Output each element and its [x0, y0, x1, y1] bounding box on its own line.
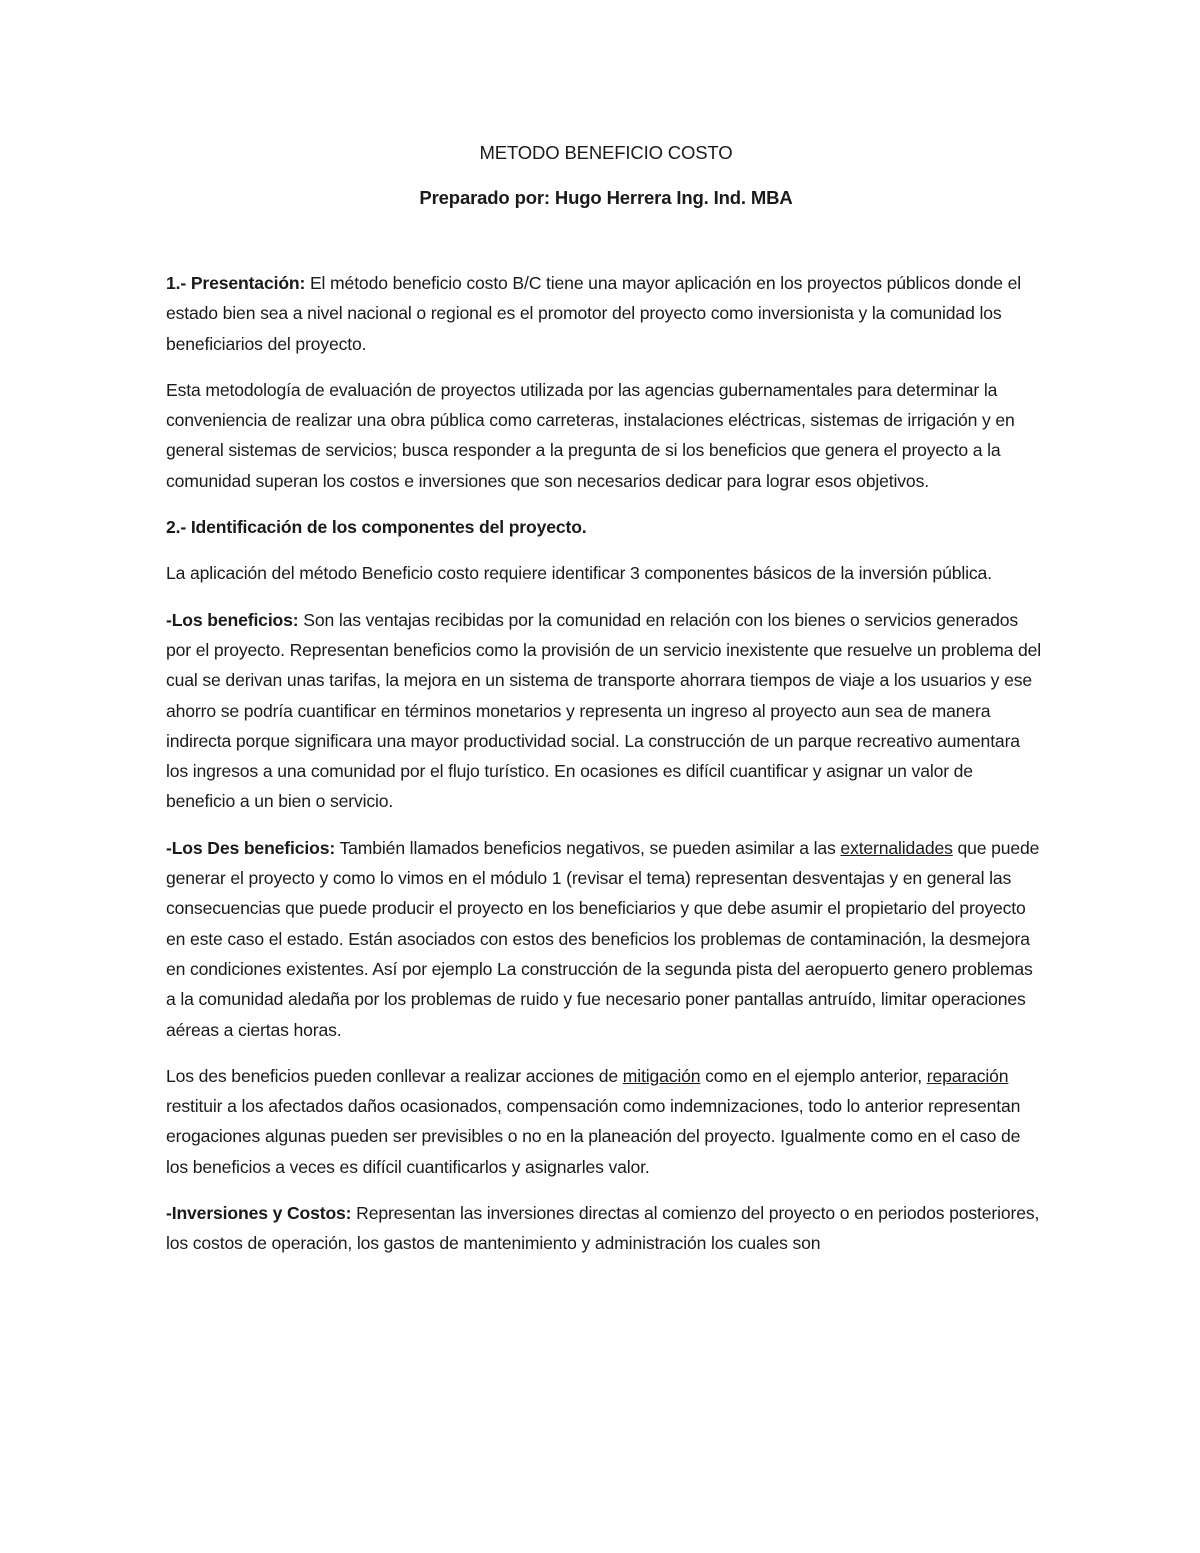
term-inversiones: -Inversiones y Costos: [166, 1203, 352, 1224]
text-mitigacion-c: restituir a los afectados daños ocasionados [166, 1096, 497, 1117]
underlined-mitigacion: mitigación [622, 1065, 701, 1086]
term-beneficios: -Los beneficios: [166, 609, 299, 630]
paragraph-inversiones [166, 1198, 1046, 1259]
section-presentacion [166, 268, 1046, 1259]
paragraph-metodologia: Esta metodología de evaluación de proyectos utilizada por las agencias gubernamentales para determinar la conveniencia de realizar una obra pública como carreteras, instalaciones eléctricas, sistemas de irrigación y en general sistemas de servicios; busca responder a la pregunta de si los beneficios que genera el proyecto a la comunidad superan los costos e inversiones que son necesarios dedicar para lograr esos objetivos. [166, 379, 1015, 491]
document-author: Preparado por: Hugo Herrera Ing. Ind. MBA [419, 187, 793, 208]
term-presentacion: 1.- Presentación: [166, 273, 306, 293]
text-des-beneficios-b: que puede generar el proyecto y como lo vimos en el módulo 1 (revisar el tema) representan desventajas y en general las consecuencias que puede producir el proyecto en los beneficiarios y que debe asumir el propietario del proyecto en este caso el estado. Están asociados con estos des beneficios los problemas de contaminación, la desmejora en condiciones existentes. Así por ejemplo La construcción de la segunda pista del aeropuerto genero problemas a la comunidad aledaña por los problemas de ruido y fue necesario poner pantallas antruído, limitar operaciones aéreas a ciertas horas. [166, 837, 1040, 1040]
term-des-beneficios: -Los Des beneficios: [166, 837, 336, 858]
text-presentacion: El método beneficio costo B/C tiene una mayor aplicación en los proyectos públicos donde el estado bien sea a nivel nacional o regional es el promotor del proyecto como inversionista y la comunidad los beneficiarios del proyecto. [166, 273, 1022, 354]
paragraph-des-beneficios [166, 833, 1046, 1045]
document-title: METODO BENEFICIO COSTO [479, 142, 733, 163]
text-mitigacion-d: compensación como indemnizaciones, todo lo anterior representan erogaciones algunas pueden ser previsibles o no en la planeación del proyecto. Igualmente como en el caso de los beneficios a veces es difícil cuantificarlos y asignarles valor. [166, 1096, 1021, 1177]
text-inversiones: Representan las inversiones directas al comienzo del proyecto o en periodos posteriores, los costos de operación, los gastos de mantenimiento y administración los cuales son [166, 1203, 1040, 1254]
document-body [166, 138, 1046, 1275]
underlined-reparacion: reparación [926, 1065, 1009, 1086]
paragraph-mitigacion [166, 1061, 1046, 1182]
underlined-externalidades: externalidades [840, 837, 953, 858]
text-des-beneficios-a: También llamados beneficios negativos, se pueden asimilar a las [335, 837, 841, 858]
text-beneficios: Son las ventajas recibidas por la comunidad en relación con los bienes o servicios generados por el proyecto. Representan beneficios como la provisión de un servicio inexistente que resuelve un problema del cual se derivan unas tarifas, la mejora en un sistema de transporte ahorrara tiempos de viaje a los usuarios y ese ahorro se podría cuantificar en términos monetarios y representa un ingreso al proyecto aun sea de manera indirecta porque significara una mayor productividad social. La construcción de un parque recreativo aumentara los ingresos a una comunidad por el flujo turístico. En ocasiones es difícil cuantificar y asignar un valor de beneficio a un bien o servicio. [166, 609, 1041, 812]
paragraph-beneficios [166, 605, 1046, 817]
text-mitigacion-b: como en el ejemplo anterior, [700, 1065, 927, 1086]
underlined-comma: , [496, 1096, 502, 1117]
paragraph-identificacion: La aplicación del método Beneficio costo requiere identificar 3 componentes básicos de la inversión pública. [166, 563, 992, 584]
text-mitigacion-a: Los des beneficios pueden conllevar a realizar acciones de [166, 1065, 623, 1086]
heading-identificacion: 2.- Identificación de los componentes del proyecto. [166, 517, 587, 538]
paragraph-presentacion [166, 268, 1046, 359]
